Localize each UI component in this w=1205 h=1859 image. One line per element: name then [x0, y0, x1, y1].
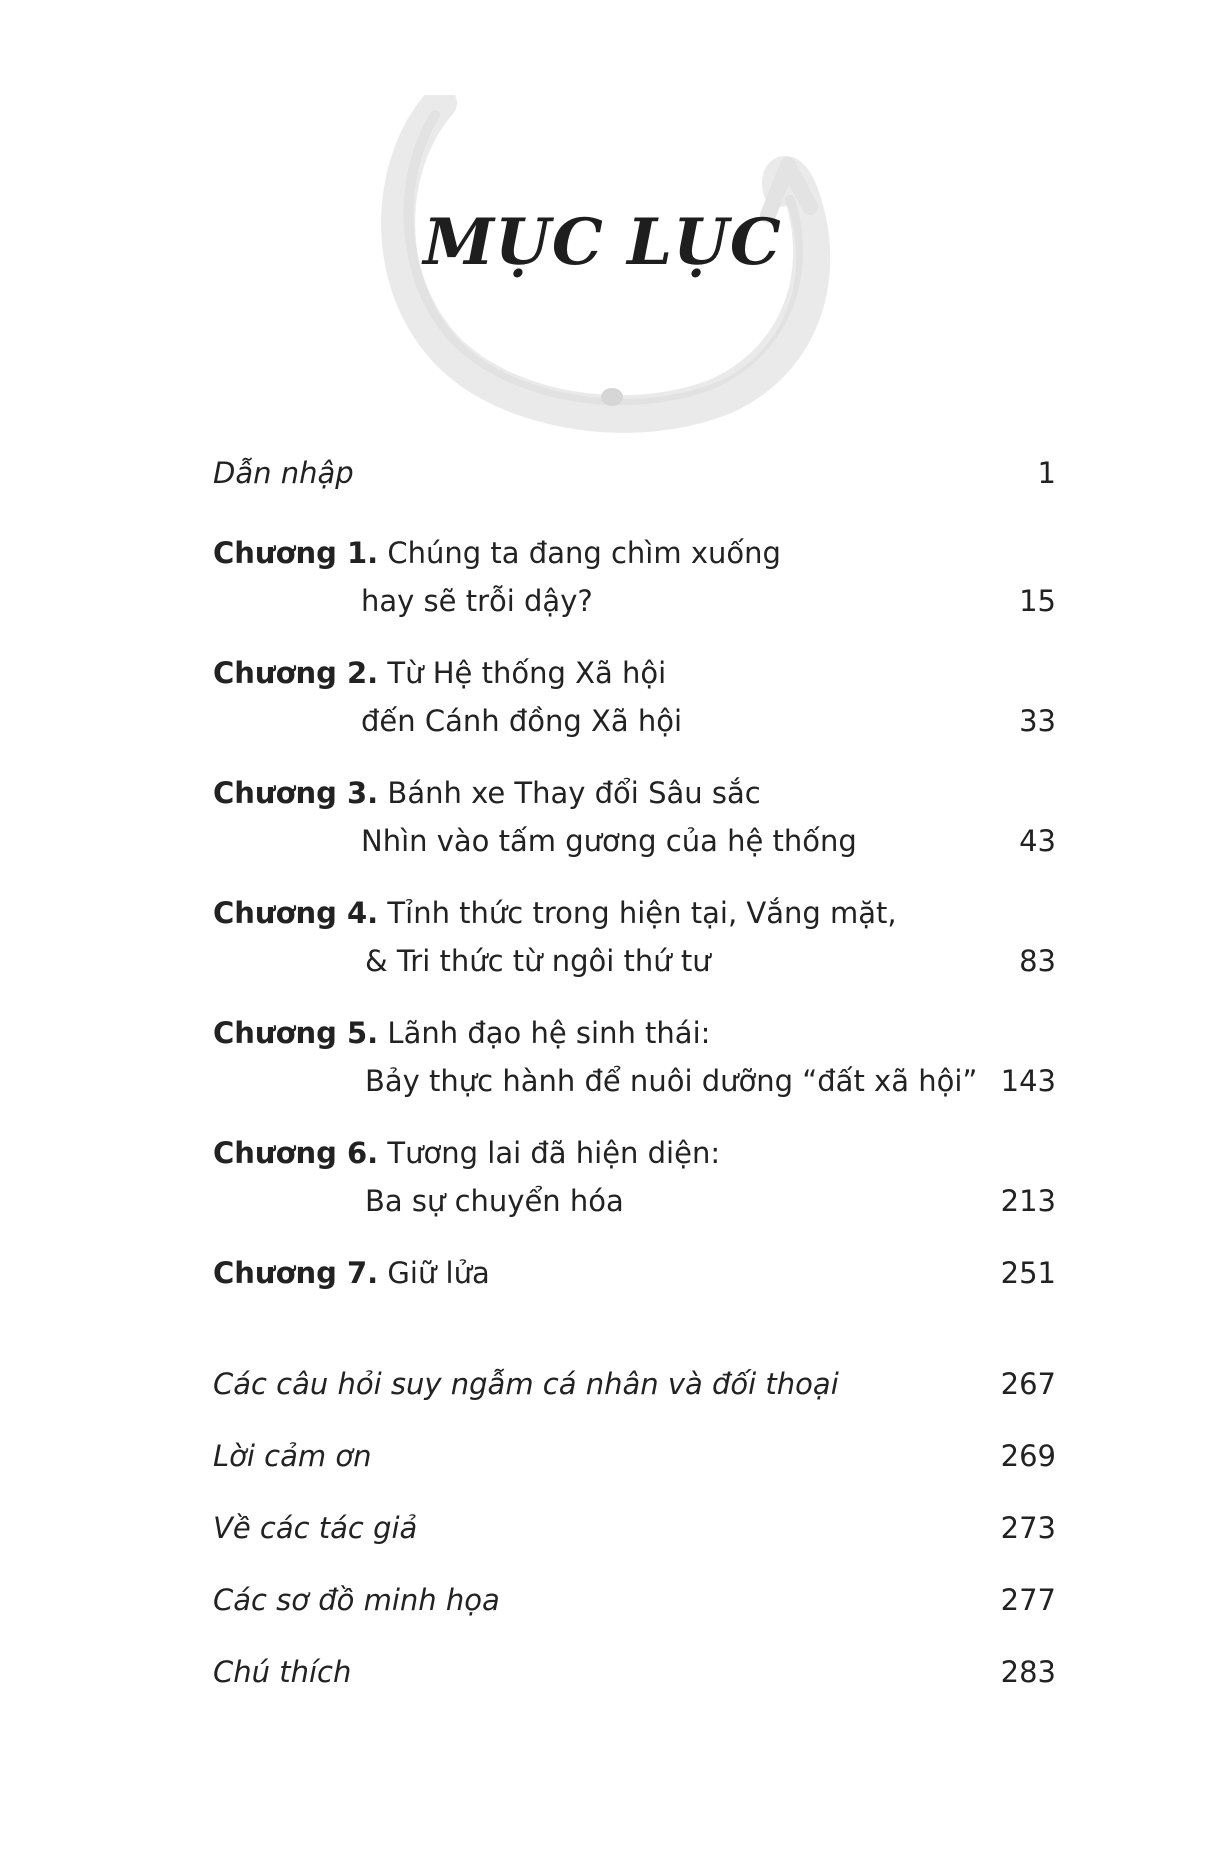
chapter-number: Chương 4.	[213, 896, 379, 930]
toc-chapter-4-continued[interactable]	[213, 941, 1056, 981]
chapter-title-line-2: & Tri thức từ ngôi thứ tư	[365, 944, 711, 978]
toc-page-number: 33	[1019, 704, 1056, 738]
toc-back-matter-item[interactable]	[213, 1652, 1056, 1692]
chapter-title-line-2: hay sẽ trỗi dậy?	[361, 584, 593, 618]
toc-chapter-3-continued[interactable]	[213, 821, 1056, 861]
chapter-number: Chương 5.	[213, 1016, 379, 1050]
toc-chapter-4[interactable]	[213, 893, 1056, 933]
toc-chapter-7[interactable]	[213, 1253, 1056, 1293]
chapter-title-line-2: Ba sự chuyển hóa	[365, 1184, 624, 1218]
toc-page-number: 273	[1000, 1511, 1056, 1545]
toc-back-matter-item[interactable]	[213, 1436, 1056, 1476]
toc-page-number: 277	[1000, 1583, 1056, 1617]
toc-chapter-2-continued[interactable]	[213, 701, 1056, 741]
chapter-number: Chương 1.	[213, 536, 379, 570]
toc-entry-intro[interactable]	[213, 453, 1056, 493]
toc-page-number: 283	[1000, 1655, 1056, 1689]
toc-chapter-6-continued[interactable]	[213, 1181, 1056, 1221]
chapter-title-line-2: Bảy thực hành để nuôi dưỡng “đất xã hội”	[365, 1064, 978, 1098]
chapter-title-line-1: Giữ lửa	[387, 1256, 490, 1290]
chapter-number: Chương 2.	[213, 656, 379, 690]
toc-page-number: 251	[1000, 1256, 1056, 1290]
toc-page-number: 213	[1000, 1184, 1056, 1218]
chapter-title-line-1: Chúng ta đang chìm xuống	[387, 536, 781, 570]
chapter-title-line-1: Tương lai đã hiện diện:	[387, 1136, 721, 1170]
toc-chapter-title	[213, 773, 761, 813]
toc-page-number: 143	[1000, 1064, 1056, 1098]
toc-page-number: 83	[1019, 944, 1056, 978]
toc-chapter-title	[213, 653, 666, 693]
toc-chapter-1[interactable]	[213, 533, 1056, 573]
toc-page-number: 267	[1000, 1367, 1056, 1401]
chapter-number: Chương 6.	[213, 1136, 379, 1170]
toc-chapter-3[interactable]	[213, 773, 1056, 813]
toc-entry-label: Các câu hỏi suy ngẫm cá nhân và đối thoại	[213, 1367, 839, 1401]
toc-back-matter-item[interactable]	[213, 1364, 1056, 1404]
chapter-title-line-1: Lãnh đạo hệ sinh thái:	[387, 1016, 711, 1050]
toc-page-number: 269	[1000, 1439, 1056, 1473]
toc-chapter-6[interactable]	[213, 1133, 1056, 1173]
chapter-title-line-2: Nhìn vào tấm gương của hệ thống	[361, 824, 857, 858]
page-title: MỤC LỤC	[423, 205, 782, 280]
chapter-title-line-1: Bánh xe Thay đổi Sâu sắc	[387, 776, 761, 810]
toc-entry-label: Chú thích	[213, 1655, 352, 1689]
toc-back-matter-item[interactable]	[213, 1580, 1056, 1620]
toc-chapter-2[interactable]	[213, 653, 1056, 693]
toc-chapter-title	[213, 893, 897, 933]
toc-chapter-5[interactable]	[213, 1013, 1056, 1053]
toc-page-number: 43	[1019, 824, 1056, 858]
toc-entry-label: Các sơ đồ minh họa	[213, 1583, 500, 1617]
toc-chapter-title	[213, 1253, 490, 1293]
chapter-title-line-2: đến Cánh đồng Xã hội	[361, 704, 683, 738]
chapter-title-line-1: Tỉnh thức trong hiện tại, Vắng mặt,	[387, 896, 897, 930]
toc-entry-label: Lời cảm ơn	[213, 1439, 372, 1473]
toc-chapter-1-continued[interactable]	[213, 581, 1056, 621]
toc-chapter-title	[213, 1133, 720, 1173]
toc-back-matter-item[interactable]	[213, 1508, 1056, 1548]
toc-page-number: 1	[1037, 456, 1056, 490]
chapter-number: Chương 7.	[213, 1256, 379, 1290]
toc-entry-label: Về các tác giả	[213, 1511, 418, 1545]
toc-chapter-title	[213, 533, 781, 573]
toc-entry-label: Dẫn nhập	[213, 456, 354, 490]
toc-chapter-5-continued[interactable]	[213, 1061, 1056, 1101]
toc-chapter-title	[213, 1013, 710, 1053]
toc-page-number: 15	[1019, 584, 1056, 618]
chapter-number: Chương 3.	[213, 776, 379, 810]
chapter-title-line-1: Từ Hệ thống Xã hội	[387, 656, 667, 690]
